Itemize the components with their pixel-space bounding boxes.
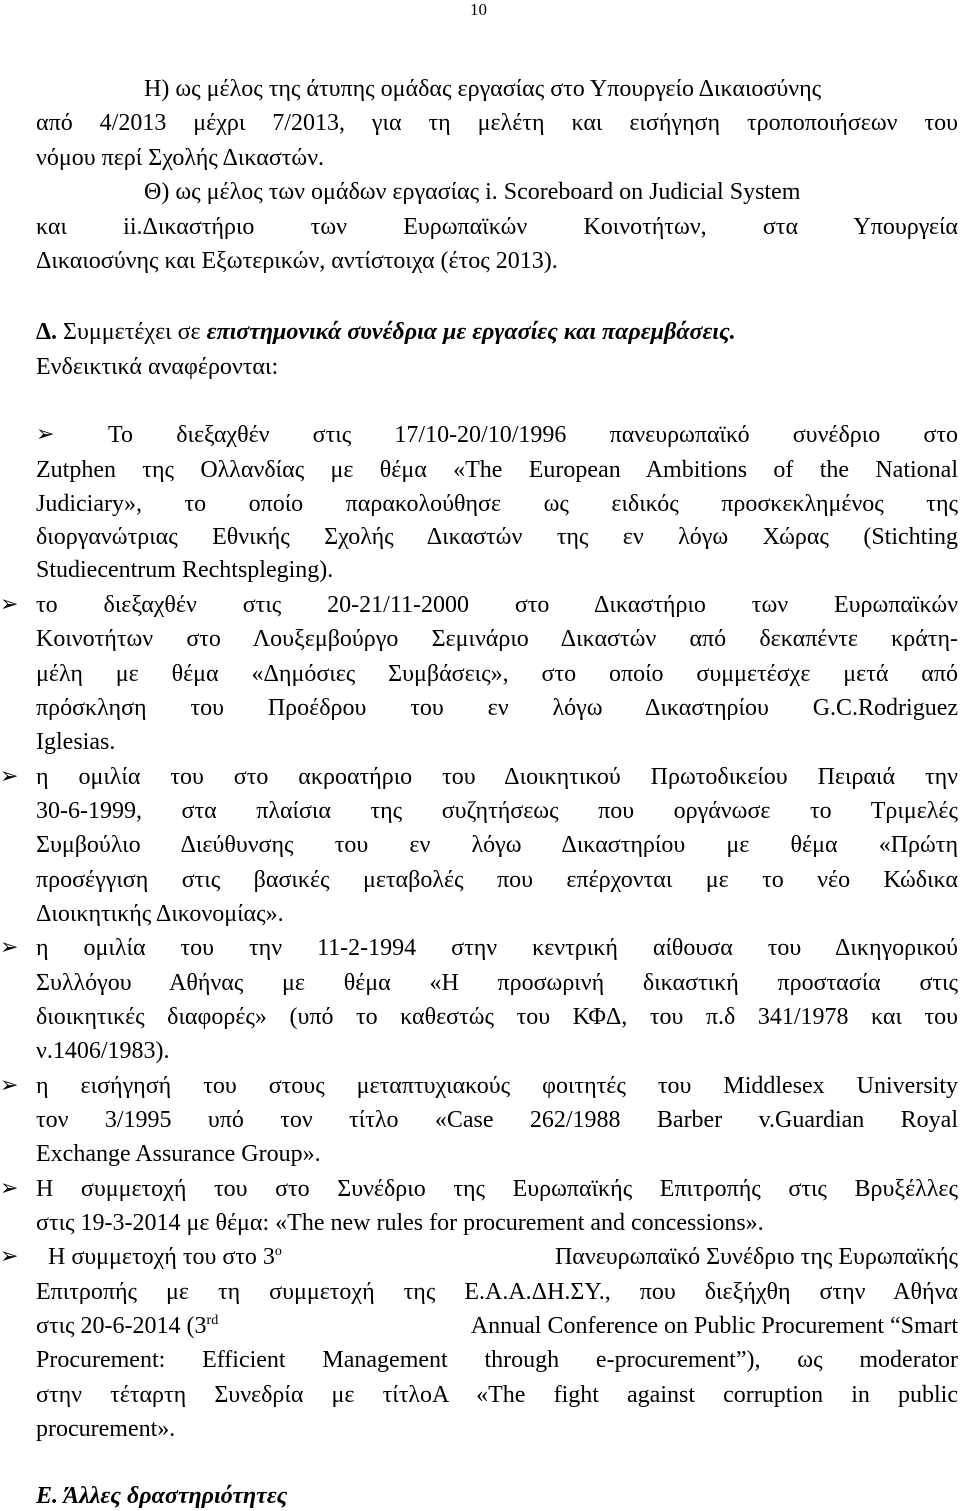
arrow-bullet-icon: ➢ — [0, 1176, 19, 1201]
section-d-intro: Ενδεικτικά αναφέρονται: — [36, 354, 279, 380]
text-line: πρόσκληση του Προέδρου του εν λόγω Δικαστηρίου G.C.Rodriguez — [36, 695, 958, 721]
arrow-bullet-icon: ➢ — [0, 592, 19, 617]
page-number: 10 — [470, 0, 487, 19]
text-line: και ii.Δικαστήριο των Ευρωπαϊκών Κοινοτήτων, στα Υπουργεία — [36, 214, 958, 240]
section-d-plain: Συμμετέχει σε — [63, 319, 201, 345]
text-line: Procurement: Efficient Management through e-procurement”), ως moderator — [36, 1347, 958, 1373]
text-line: Επιτροπής με τη συμμετοχή της Ε.Α.Α.ΔΗ.ΣΥ., που διεξήχθη στην Αθήνα — [36, 1279, 958, 1305]
text-line: από 4/2013 μέχρι 7/2013, για τη μελέτη και εισήγηση τροποποιήσεων του — [36, 110, 958, 136]
text-line: Κοινοτήτων στο Λουξεμβούργο Σεμινάριο Δικαστών από δεκαπέντε κράτη- — [36, 626, 958, 652]
arrow-bullet-icon: ➢ — [36, 422, 55, 447]
arrow-bullet-icon: ➢ — [0, 1244, 19, 1269]
text-line: Exchange Assurance Group». — [36, 1141, 321, 1167]
arrow-bullet-icon: ➢ — [0, 935, 19, 960]
section-d-heading — [36, 317, 960, 347]
text-line: Συλλόγου Αθήνας με θέμα «Η προσωρινή δικαστική προστασία στις — [36, 970, 958, 996]
section-d-letter: Δ. — [36, 319, 58, 345]
text-line: procurement». — [36, 1416, 176, 1442]
text-line: νόμου περί Σχολής Δικαστών. — [36, 145, 325, 171]
text-line: 30-6-1999, στα πλαίσια της συζητήσεως που οργάνωσε το Τριμελές — [36, 798, 958, 824]
text-line: διοικητικές διαφορές» (υπό το καθεστώς του ΚΦΔ, του π.δ 341/1978 και του — [36, 1004, 958, 1030]
text-line: Iglesias. — [36, 729, 116, 755]
text-line: Judiciary», το οποίο παρακολούθησε ως ειδικός προσκεκλημένος της — [36, 491, 958, 517]
text-line: προσέγγιση στις βασικές μεταβολές που επέρχονται με το νέο Κώδικα — [36, 867, 958, 893]
text-line: Συμβούλιο Διεύθυνσης του εν λόγω Δικαστηρίου με θέμα «Πρώτη — [36, 832, 958, 858]
section-d-emphasis: επιστημονικά συνέδρια με εργασίες και παρεμβάσεις. — [206, 319, 736, 345]
text-line: Διοικητικής Δικονομίας». — [36, 901, 284, 927]
text-line: στην τέταρτη Συνεδρία με τίτλοA «The fight against corruption in public — [36, 1382, 958, 1408]
arrow-bullet-icon: ➢ — [0, 1073, 19, 1098]
text-line: διοργανώτριας Εθνικής Σχολής Δικαστών της εν λόγω Χώρας (Stichting — [36, 524, 958, 550]
arrow-bullet-icon: ➢ — [0, 764, 19, 789]
text-line: στις 19-3-2014 με θέμα: «The new rules for procurement and concessions». — [36, 1210, 764, 1236]
text-line: Δικαιοσύνης και Εξωτερικών, αντίστοιχα (έτος 2013). — [36, 248, 558, 274]
text-line: τον 3/1995 υπό τον τίτλο «Case 262/1988 Barber v.Guardian Royal — [36, 1107, 958, 1133]
text-line: ν.1406/1983). — [36, 1038, 170, 1064]
section-e-heading: Ε. Άλλες δραστηριότητες — [36, 1483, 288, 1509]
text-line: Studiecentrum Rechtspleging). — [36, 557, 334, 583]
text-line: μέλη με θέμα «Δημόσιες Συμβάσεις», στο οποίο συμμετέσχε μετά από — [36, 661, 958, 687]
text-line: Zutphen της Ολλανδίας με θέμα «The European Ambitions of the National — [36, 457, 958, 483]
